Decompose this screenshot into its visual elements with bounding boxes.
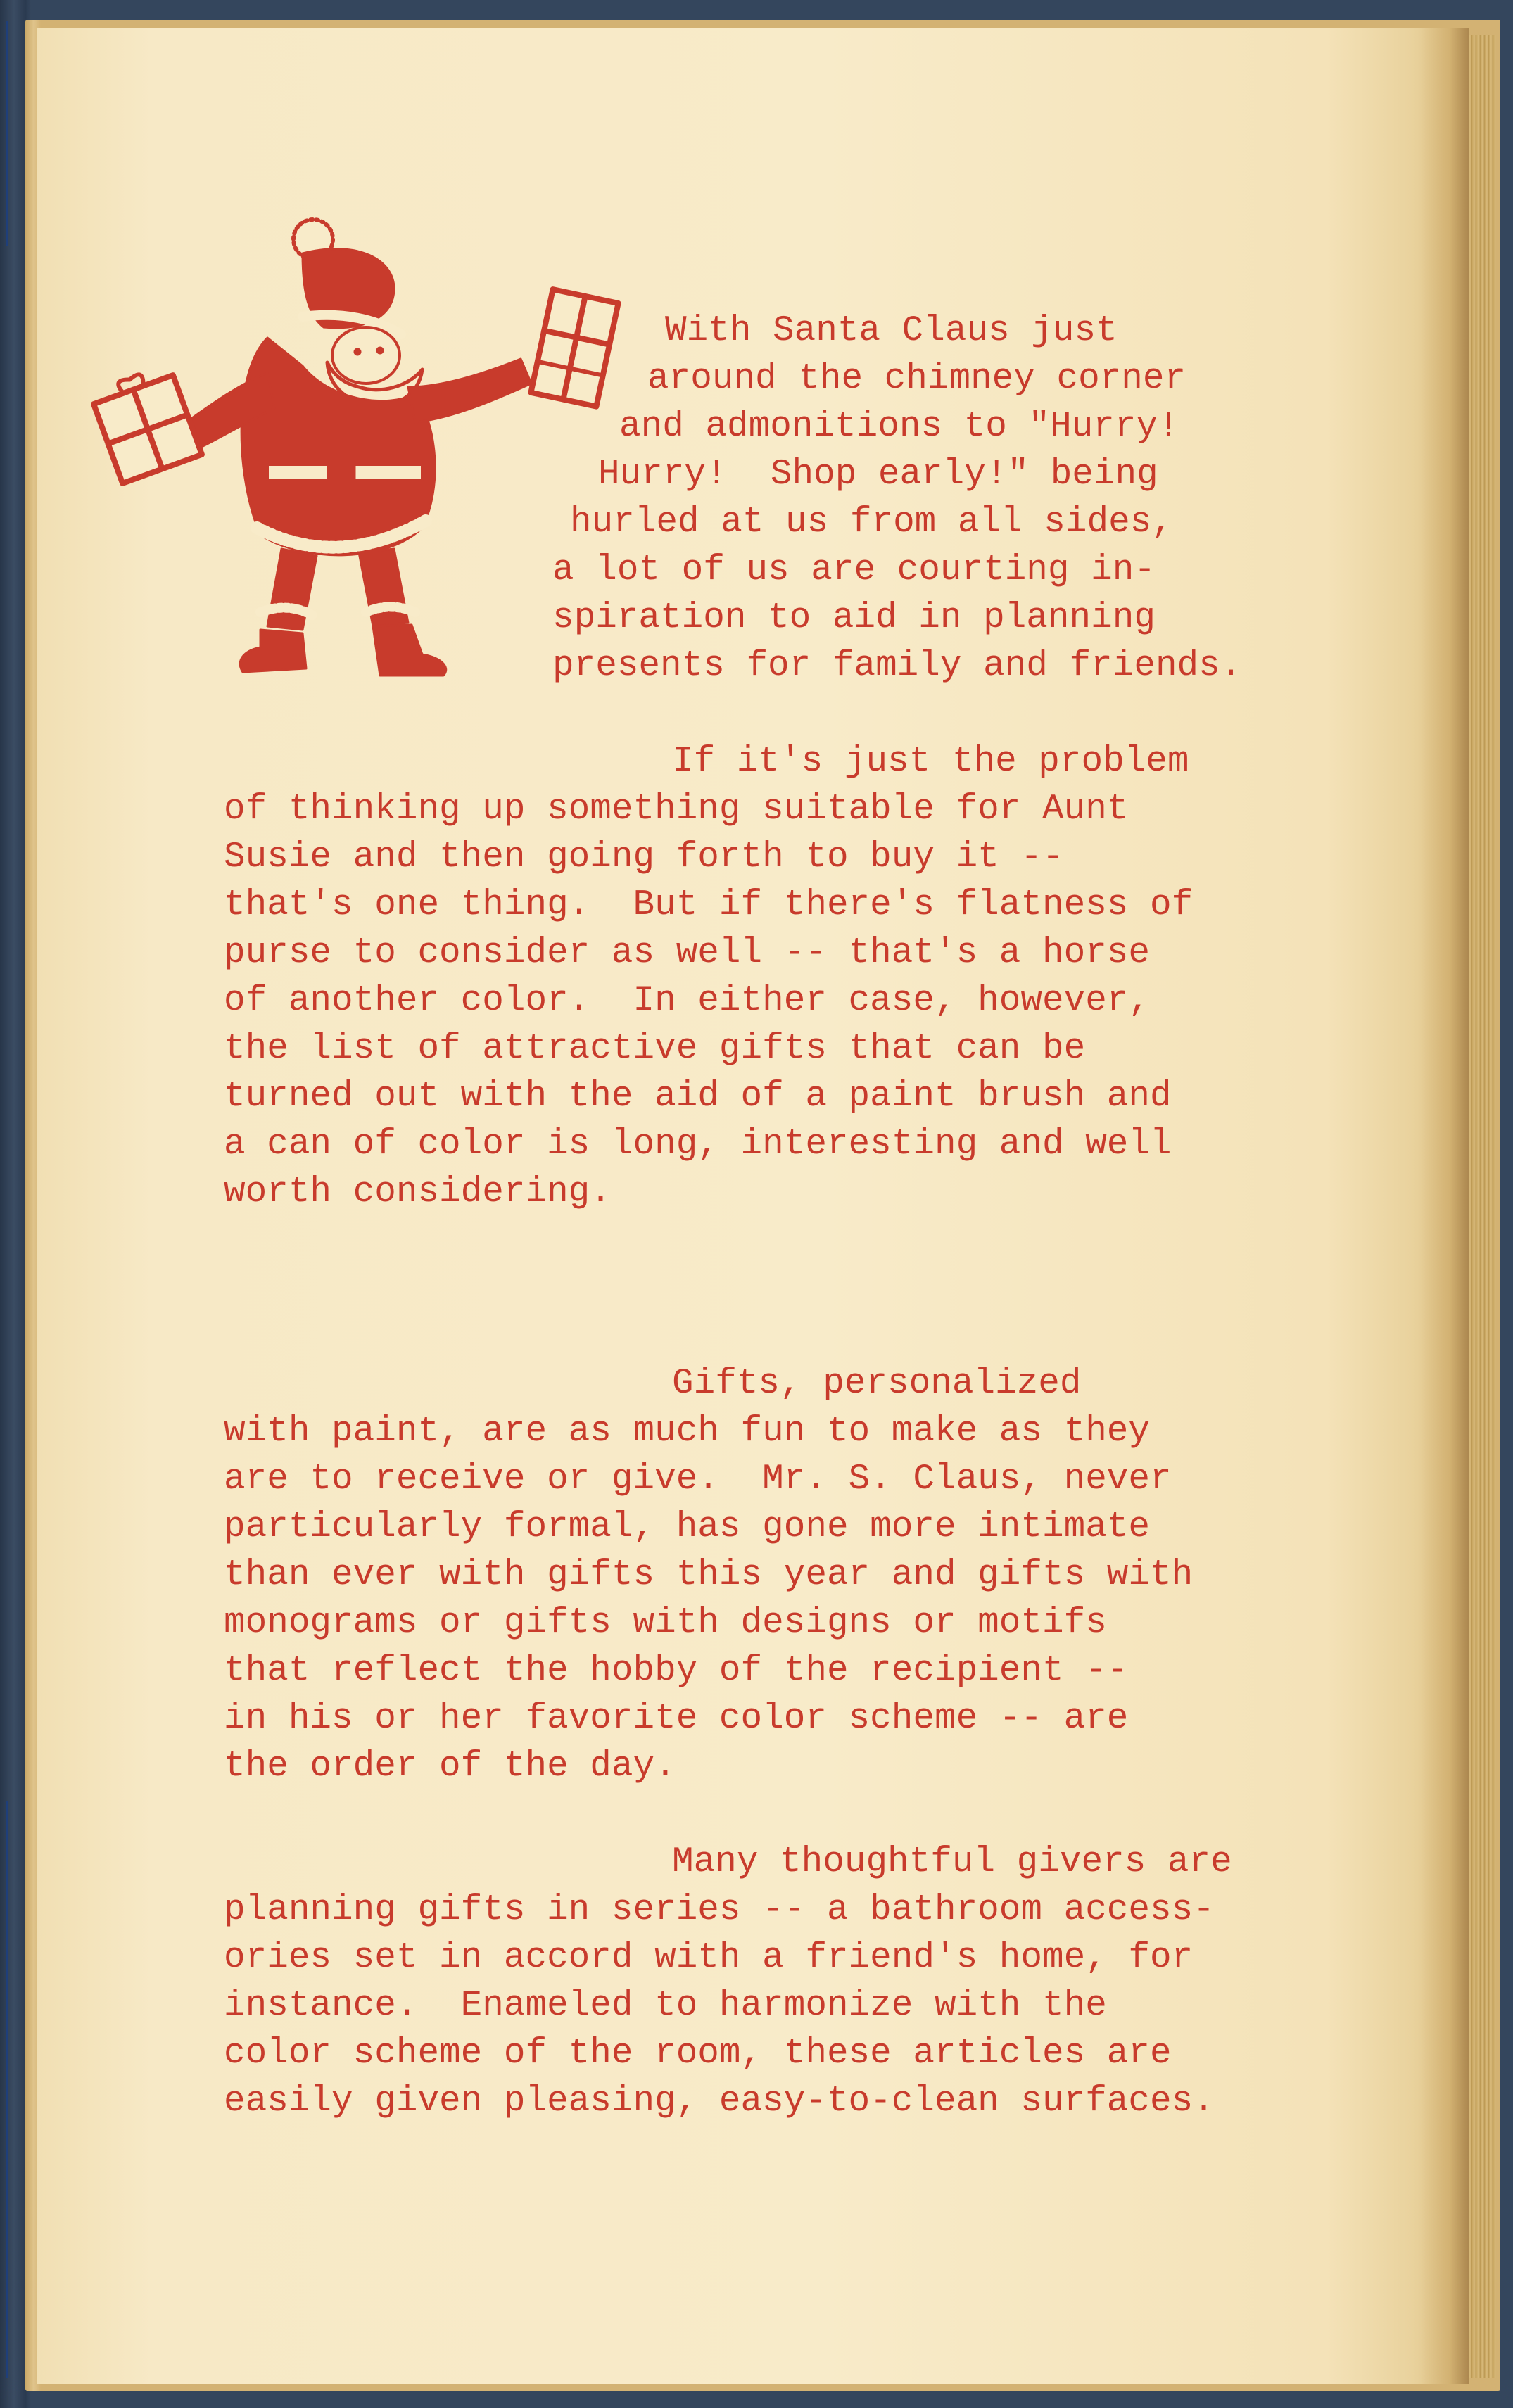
text-line: planning gifts in series -- a bathroom access- bbox=[224, 1890, 1215, 1930]
text-line: the list of attractive gifts that can be bbox=[224, 1029, 1086, 1069]
text-line: With Santa Claus just bbox=[665, 311, 1118, 351]
spine-binding-line bbox=[6, 1801, 8, 2378]
text-line: easily given pleasing, easy-to-clean surfaces. bbox=[224, 2081, 1215, 2122]
santa-claus-icon bbox=[91, 211, 626, 718]
page-stack-edge bbox=[1468, 35, 1496, 2378]
text-line: hurled at us from all sides, bbox=[570, 502, 1173, 543]
text-line: color scheme of the room, these articles are bbox=[224, 2034, 1172, 2074]
text-line: with paint, are as much fun to make as they bbox=[224, 1412, 1151, 1452]
text-line: If it's just the problem bbox=[672, 742, 1189, 782]
text-line: a lot of us are courting in- bbox=[552, 550, 1156, 590]
text-line: Susie and then going forth to buy it -- bbox=[224, 837, 1064, 877]
text-line: turned out with the aid of a paint brush and bbox=[224, 1077, 1172, 1117]
text-line: around the chimney corner bbox=[647, 359, 1186, 399]
text-line: Hurry! Shop early!" being bbox=[598, 455, 1158, 495]
text-line: presents for family and friends. bbox=[552, 646, 1242, 686]
text-line: particularly formal, has gone more intimate bbox=[224, 1507, 1151, 1547]
text-line: than ever with gifts this year and gifts with bbox=[224, 1555, 1194, 1595]
text-line: a can of color is long, interesting and well bbox=[224, 1124, 1172, 1165]
text-line: ories set in accord with a friend's home, for bbox=[224, 1938, 1194, 1978]
text-line: spiration to aid in planning bbox=[552, 598, 1156, 638]
text-line: Many thoughtful givers are bbox=[672, 1842, 1232, 1882]
text-line: monograms or gifts with designs or motifs bbox=[224, 1603, 1107, 1643]
text-line: purse to consider as well -- that's a horse bbox=[224, 933, 1151, 973]
text-line: instance. Enameled to harmonize with the bbox=[224, 1986, 1107, 2026]
text-line: Gifts, personalized bbox=[672, 1364, 1082, 1404]
gutter-shadow bbox=[1420, 28, 1469, 2384]
text-line: of thinking up something suitable for Aunt bbox=[224, 790, 1129, 830]
text-line: in his or her favorite color scheme -- are bbox=[224, 1699, 1129, 1739]
text-line: are to receive or give. Mr. S. Claus, never bbox=[224, 1459, 1172, 1500]
text-line: worth considering. bbox=[224, 1172, 612, 1212]
text-line: and admonitions to "Hurry! bbox=[619, 407, 1179, 447]
text-line: of another color. In either case, however, bbox=[224, 981, 1151, 1021]
text-line: the order of the day. bbox=[224, 1747, 676, 1787]
text-line: that's one thing. But if there's flatness of bbox=[224, 885, 1194, 925]
text-line: that reflect the hobby of the recipient -- bbox=[224, 1651, 1129, 1691]
spine-binding-line bbox=[6, 21, 8, 246]
